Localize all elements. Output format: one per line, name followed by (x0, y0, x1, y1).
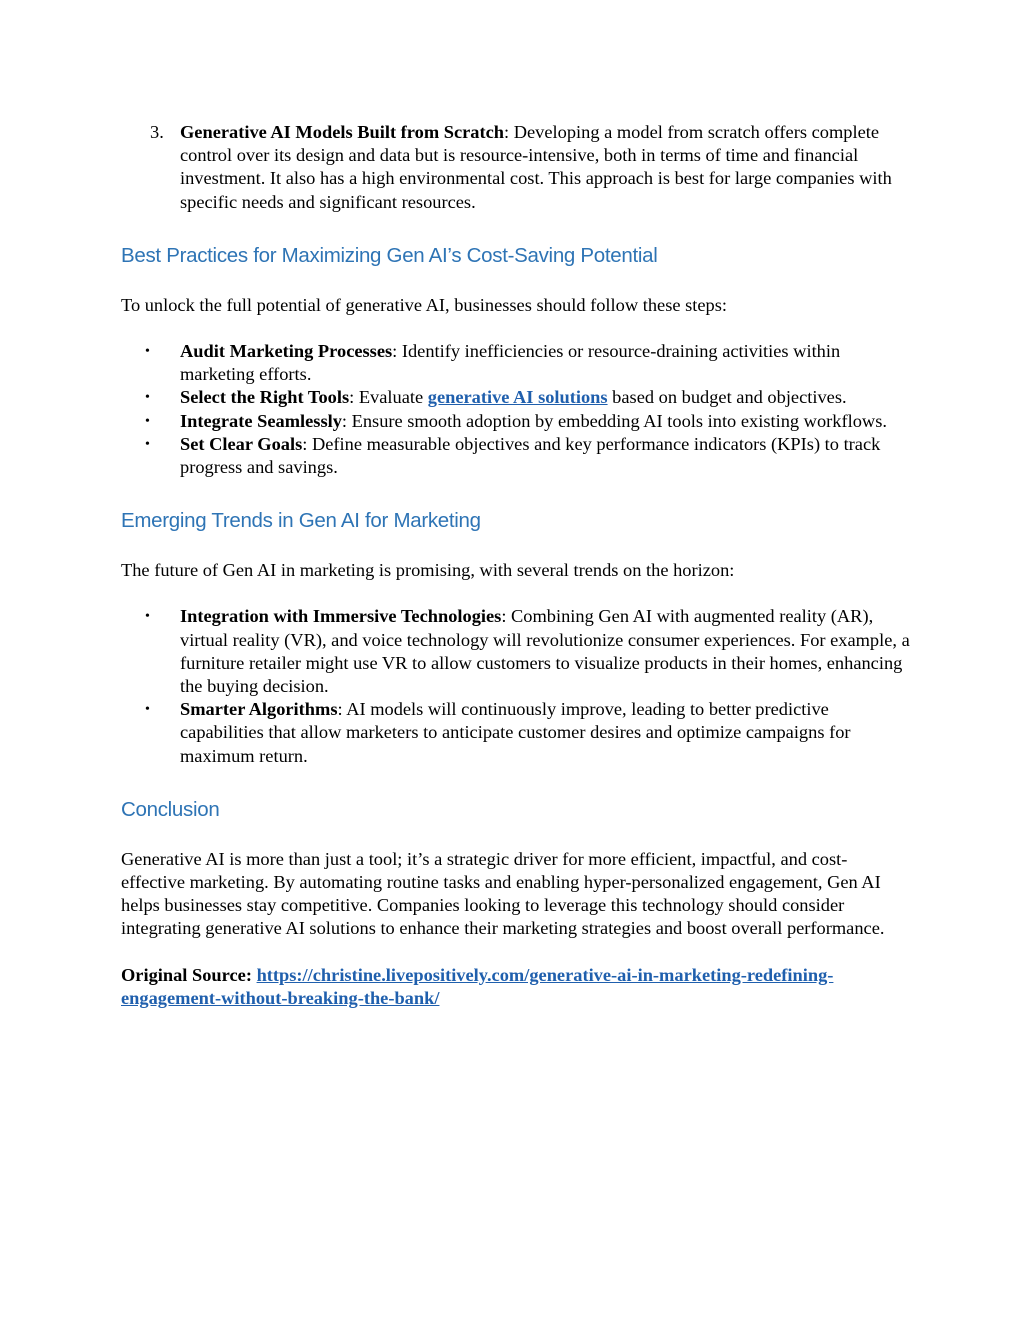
list-item (121, 433, 911, 479)
item-title: Smarter Algorithms (180, 699, 338, 720)
item-title: Integration with Immersive Technologies (180, 606, 502, 627)
source-label: Original Source: (121, 964, 252, 985)
bullet-icon: • (145, 413, 150, 429)
numbered-item-3 (121, 121, 911, 214)
list-number: 3. (150, 122, 164, 142)
list-item (121, 698, 911, 768)
item-title: Integrate Seamlessly (180, 410, 342, 431)
item-text: : Ensure smooth adoption by embedding AI tools into existing workflows. (341, 410, 887, 431)
bullet-icon: • (145, 390, 150, 406)
generative-ai-solutions-link[interactable]: generative AI solutions (427, 387, 608, 408)
item-title: Audit Marketing Processes (180, 341, 393, 362)
conclusion-text: Generative AI is more than just a tool; it’s a strategic driver for more efficient, impactful, and cost-effective marketing. By automating routine tasks and enabling hyper-personalized engagement, Gen AI helps businesses stay competitive. Companies looking to leverage this technology should consider integrating generative AI solutions to enhance their marketing strategies and boost overall performance. (121, 848, 885, 939)
bullet-icon: • (145, 702, 150, 718)
item-title: Generative AI Models Built from Scratch (180, 122, 504, 142)
item-text: : Evaluate (349, 387, 428, 408)
list-item (121, 410, 911, 433)
best-practices-list (121, 340, 911, 479)
item-text: based on budget and objectives. (607, 387, 847, 408)
item-text: : AI models will continuously improve, leading to better predictive capabilities that allow marketers to anticipate customer desires and optimize campaigns for maximum return. (180, 699, 851, 766)
bullet-icon: • (145, 609, 150, 625)
item-title: Select the Right Tools (180, 387, 350, 408)
list-item (121, 605, 911, 698)
list-item (121, 386, 911, 409)
original-source (121, 964, 911, 1010)
list-item (121, 340, 911, 386)
document-page (121, 121, 911, 1010)
item-text: : Define measurable objectives and key performance indicators (KPIs) to track progress and savings. (180, 433, 881, 478)
heading-conclusion: Conclusion (121, 797, 220, 821)
item-title: Set Clear Goals (180, 433, 303, 454)
trends-intro: The future of Gen AI in marketing is promising, with several trends on the horizon: (121, 560, 735, 581)
item-text: : Developing a model from scratch offers complete control over its design and data but is resource-intensive, both in terms of time and financial investment. It also has a high environmental cost. This approach is best for large companies with specific needs and significant resources. (180, 122, 892, 212)
item-text: : Identify inefficiencies or resource-draining activities within marketing efforts. (180, 341, 841, 385)
source-url-link[interactable]: https://christine.livepositively.com/generative-ai-in-marketing-redefining-engagement-without-breaking-the-bank/ (121, 964, 834, 1008)
heading-emerging-trends: Emerging Trends in Gen AI for Marketing (121, 509, 481, 533)
trends-list (121, 605, 911, 767)
item-text: : Combining Gen AI with augmented reality (AR), virtual reality (VR), and voice technology will revolutionize consumer experiences. For example, a furniture retailer might use VR to allow customers to visualize products in their homes, enhancing the buying decision. (180, 606, 910, 697)
heading-best-practices: Best Practices for Maximizing Gen AI’s Cost-Saving Potential (121, 243, 658, 267)
bullet-icon: • (145, 344, 150, 360)
bullet-icon: • (145, 436, 150, 452)
best-practices-intro: To unlock the full potential of generative AI, businesses should follow these steps: (121, 294, 728, 315)
